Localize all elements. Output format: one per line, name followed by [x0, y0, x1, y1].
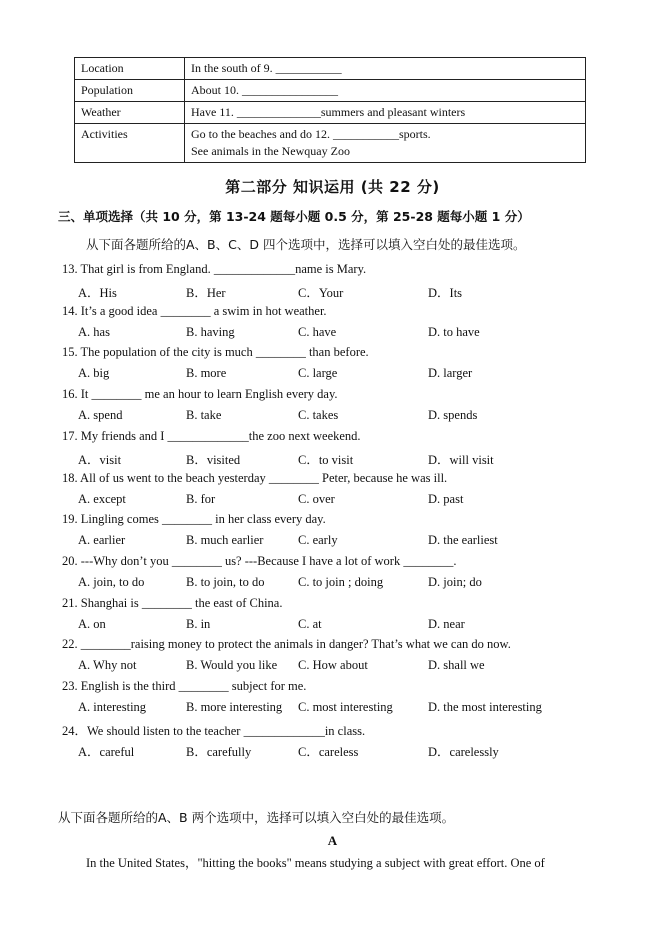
option-c: C. large — [298, 366, 338, 381]
option-b: B. Would you like — [186, 658, 278, 673]
option-c: C. at — [298, 616, 322, 631]
table-value: Have 11. ______________summers and pleasant winters — [185, 102, 586, 124]
option-c: C. takes — [298, 408, 339, 423]
option-c: C. to join ; doing — [298, 574, 384, 589]
option-a: A. big — [78, 366, 110, 381]
option-d: D. to have — [428, 324, 480, 339]
question-stem: 21. Shanghai is ________ the east of China. — [62, 595, 283, 610]
table-value-line: See animals in the Newquay Zoo — [191, 144, 350, 158]
question-stem: 16. It ________ me an hour to learn English every day. — [62, 387, 338, 402]
instruction-text-2: 从下面各题所给的A、B 两个选项中，选择可以填入空白处的最佳选项。 — [58, 810, 455, 825]
option-d: D. shall we — [428, 658, 485, 673]
option-a: A. Why not — [78, 658, 137, 673]
option-d: D．Its — [428, 286, 463, 300]
question-stem: 19. Lingling comes ________ in her class every day. — [62, 512, 326, 527]
option-b: B. take — [186, 408, 222, 423]
option-d: D. spends — [428, 408, 478, 423]
table-row — [75, 102, 586, 124]
question-options — [78, 700, 618, 716]
option-a: A．visit — [78, 452, 122, 467]
option-a: A. interesting — [78, 700, 147, 714]
table-value — [185, 124, 586, 163]
option-d: D．will visit — [428, 452, 494, 467]
option-b: B. for — [186, 491, 216, 506]
question-stem: 13. That girl is from England. _____________name is Mary. — [62, 262, 367, 276]
option-d: D. join; do — [428, 574, 482, 589]
option-b: B．Her — [186, 286, 226, 300]
question-options — [78, 408, 618, 424]
option-c: C. How about — [298, 658, 368, 673]
table-row — [75, 124, 586, 163]
section-heading: 三、单项选择（共 10 分，第 13-24 题每小题 0.5 分，第 25-28 题每小题 1 分） — [58, 209, 530, 224]
option-d: D. near — [428, 616, 465, 631]
question-options — [78, 742, 618, 758]
passage-text: In the United States，"hitting the books" means studying a subject with great effort. One of — [86, 856, 545, 870]
option-b: B. more — [186, 366, 227, 381]
option-a: A. spend — [78, 408, 123, 423]
option-d: D. the earliest — [428, 533, 498, 548]
table-row — [75, 58, 586, 80]
question-options — [78, 283, 618, 299]
table-value-line: Go to the beaches and do 12. ___________sports. — [191, 127, 431, 141]
question-options — [78, 492, 618, 508]
question-stem: 24．We should listen to the teacher _____________in class. — [62, 723, 366, 738]
question-stem: 17. My friends and I _____________the zoo next weekend. — [62, 428, 361, 443]
section-title: 第二部分 知识运用 (共 22 分) — [225, 178, 440, 196]
table-value: In the south of 9. ___________ — [185, 58, 586, 80]
instruction-text: 从下面各题所给的A、B、C、D 四个选项中，选择可以填入空白处的最佳选项。 — [86, 237, 526, 252]
option-c: C．to visit — [298, 452, 354, 467]
question-options — [78, 325, 618, 341]
option-a: A．His — [78, 286, 117, 300]
option-d: D. larger — [428, 366, 473, 381]
table-key: Weather — [75, 102, 185, 124]
table-key: Activities — [75, 124, 185, 163]
question-stem: 18. All of us went to the beach yesterday ________ Peter, because he was ill. — [62, 470, 448, 485]
table-value: About 10. ________________ — [185, 80, 586, 102]
option-a: A. on — [78, 616, 106, 631]
question-options — [78, 366, 618, 382]
option-a: A. earlier — [78, 533, 126, 548]
question-stem: 14. It’s a good idea ________ a swim in hot weather. — [62, 303, 327, 318]
option-d: D．carelessly — [428, 744, 499, 759]
option-c: C. have — [298, 324, 337, 339]
option-a: A. has — [78, 324, 110, 339]
option-b: B. much earlier — [186, 533, 264, 548]
option-b: B. more interesting — [186, 700, 283, 714]
question-stem: 15. The population of the city is much ________ than before. — [62, 345, 369, 360]
question-stem: 22. ________raising money to protect the animals in danger? That’s what we can do now. — [62, 637, 511, 652]
option-c: C. early — [298, 533, 338, 548]
option-c: C．Your — [298, 286, 344, 300]
option-c: C. most interesting — [298, 700, 393, 714]
table-key: Location — [75, 58, 185, 80]
option-d: D. the most interesting — [428, 700, 542, 714]
question-options — [78, 658, 618, 674]
info-table — [74, 57, 586, 163]
question-stem: 20. ---Why don’t you ________ us? ---Because I have a lot of work ________. — [62, 553, 457, 568]
table-row — [75, 80, 586, 102]
question-stem: 23. English is the third ________ subject for me. — [62, 679, 307, 693]
question-options — [78, 450, 618, 466]
option-d: D. past — [428, 491, 464, 506]
option-b: B. to join, to do — [186, 574, 265, 589]
option-b: B．carefully — [186, 744, 252, 759]
option-c: C. over — [298, 491, 335, 506]
table-key: Population — [75, 80, 185, 102]
option-b: B. having — [186, 324, 235, 339]
option-c: C．careless — [298, 744, 359, 759]
question-options — [78, 575, 618, 591]
option-a: A. except — [78, 491, 126, 506]
question-options — [78, 533, 618, 549]
option-a: A．careful — [78, 744, 135, 759]
question-options — [78, 617, 618, 633]
option-b: B. in — [186, 616, 211, 631]
option-b: B．visited — [186, 452, 241, 467]
passage-label: A — [327, 833, 338, 848]
option-a: A. join, to do — [78, 574, 145, 589]
